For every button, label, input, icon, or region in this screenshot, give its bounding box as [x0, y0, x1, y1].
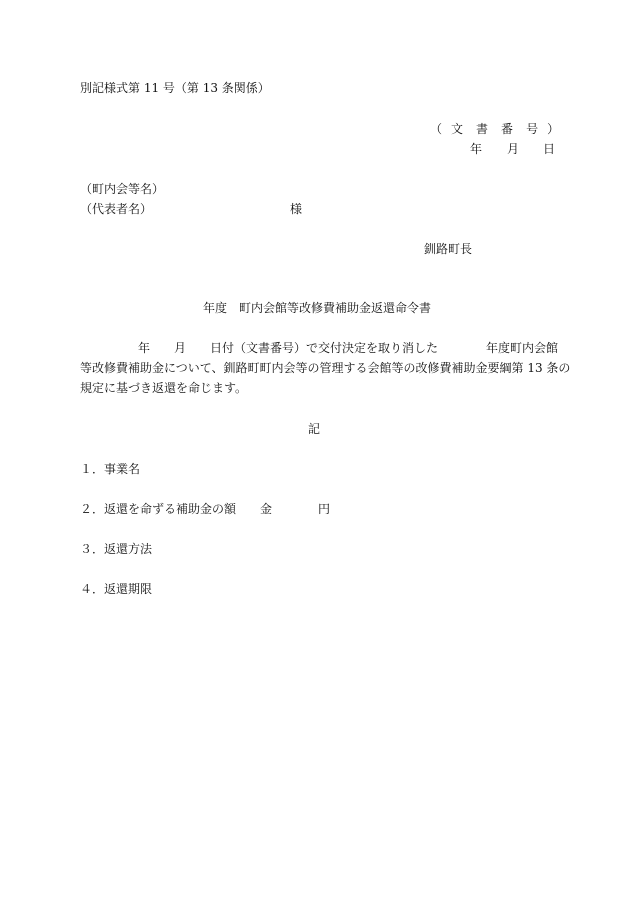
body-line-3: 規定に基づき返還を命じます。 — [80, 381, 248, 395]
docnum-char-2: 書 — [476, 122, 490, 136]
addressee-organization: （町内会等名） — [80, 182, 165, 196]
item-project-name: １．事業名 — [80, 462, 141, 476]
docnum-char-1: 文 — [451, 122, 465, 136]
date-month: 月 — [507, 142, 520, 156]
ki-heading: 記 — [308, 422, 321, 436]
docnum-char-3: 番 — [501, 122, 515, 136]
body-line-1 — [80, 342, 558, 354]
body-line1-rest: 日付（文書番号）で交付決定を取り消した — [210, 341, 439, 355]
docnum-open-paren: （ — [430, 122, 444, 136]
item-refund-method: ３．返還方法 — [80, 542, 153, 556]
item-refund-gold: 金 — [260, 502, 273, 516]
document-title: 年度 町内会館等改修費補助金返還命令書 — [203, 301, 432, 315]
addressee-representative: （代表者名） — [80, 202, 153, 216]
sender-name: 釧路町長 — [424, 242, 473, 256]
body-line1-end: 年度町内会館 — [486, 341, 559, 355]
item-refund-yen: 円 — [318, 502, 331, 516]
addressee-honorific: 様 — [290, 202, 303, 216]
document-number-field — [430, 123, 560, 135]
date-day: 日 — [543, 142, 556, 156]
issue-date-field — [470, 143, 555, 155]
body-year: 年 — [138, 341, 151, 355]
docnum-char-4: 号 — [526, 122, 540, 136]
item-refund-amount — [80, 503, 330, 515]
docnum-close-paren: ） — [547, 122, 561, 136]
body-line-2: 等改修費補助金について、釧路町町内会等の管理する会館等の改修費補助金要綱第 13 条の — [80, 361, 571, 375]
item-refund-amount-label: ２．返還を命ずる補助金の額 — [80, 502, 237, 516]
body-month: 月 — [174, 341, 187, 355]
date-year: 年 — [470, 142, 483, 156]
item-refund-deadline: ４．返還期限 — [80, 582, 153, 596]
form-identifier: 別記様式第 11 号（第 13 条関係） — [80, 81, 270, 95]
